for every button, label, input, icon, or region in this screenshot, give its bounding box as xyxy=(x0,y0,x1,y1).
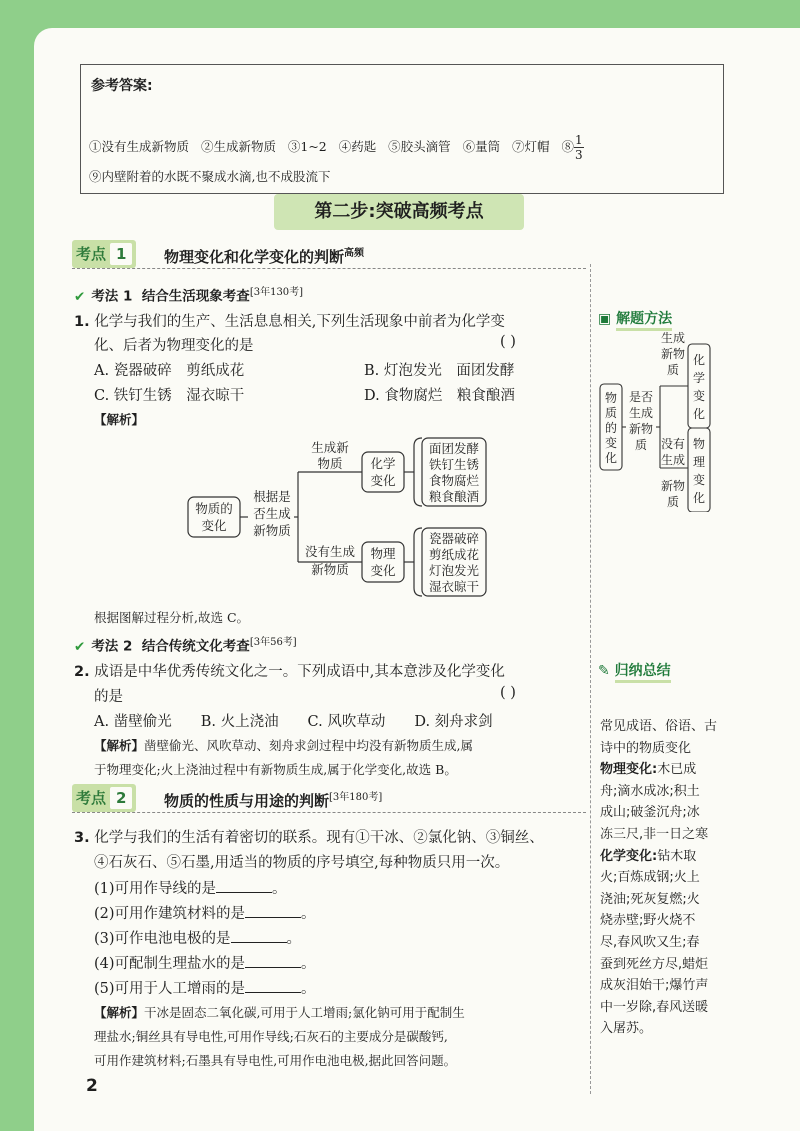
side-chem-char: 变 xyxy=(692,389,706,403)
exam-count: [3年130考] xyxy=(249,287,304,298)
q1-analysis-label: 【解析】 xyxy=(94,412,145,427)
exam-count: [3年180考] xyxy=(329,792,383,803)
side-down-label: 新物 xyxy=(660,479,686,493)
side-phys-char: 理 xyxy=(692,455,706,469)
q2-answer-paren: ( ) xyxy=(500,685,516,701)
side-down-label: 没有 xyxy=(660,437,686,451)
side-root-char: 物 xyxy=(604,391,618,405)
q1-option-a: A. 瓷器破碎 剪纸成花 xyxy=(94,363,245,379)
answer-fraction: $\frac{1}{3}$ xyxy=(574,133,583,162)
section-banner: 第二步:突破高频考点 xyxy=(274,194,524,230)
summary-line: 舟;滴水成冰;积土 xyxy=(600,783,700,799)
diagram-chem-example: 粮食酿酒 xyxy=(428,489,480,504)
side-branch-text: 质 xyxy=(634,438,648,452)
q1-option-c: C. 铁钉生锈 湿衣晾干 xyxy=(94,388,245,404)
answer-blank[interactable] xyxy=(245,905,301,918)
q3-sub-5: (5)可用于人工增雨的是 。 xyxy=(94,981,316,997)
side-phys-char: 变 xyxy=(692,473,706,487)
side-summary-header: ✎ 归纳总结 xyxy=(598,660,671,683)
kaofa-1: ✔ 考法 1 结合生活现象考查[3年130考] xyxy=(74,287,304,305)
side-method-diagram xyxy=(596,328,712,512)
kaodian-1-header xyxy=(72,240,586,269)
diagram-chem-text: 变化 xyxy=(370,473,396,488)
q3-sub-3: (3)可作电池电极的是 。 xyxy=(94,931,302,947)
side-down-label: 生成 xyxy=(660,453,686,467)
summary-line: 成山;破釜沉舟;冰 xyxy=(600,805,700,821)
answer-blank[interactable] xyxy=(231,930,287,943)
summary-line: 化学变化:钻木取 xyxy=(600,848,697,864)
diagram-phys-text: 变化 xyxy=(370,563,396,578)
diagram-root-text: 物质的 xyxy=(195,501,233,516)
column-divider xyxy=(590,264,591,1094)
q3-analysis-3: 可用作建筑材料;石墨具有导电性,可用作电池电极,据此回答问题。 xyxy=(94,1053,457,1068)
kaodian-1-tag: 考点 1 xyxy=(72,240,136,268)
diagram-chem-example: 食物腐烂 xyxy=(428,473,480,488)
kaofa-2: ✔ 考法 2 结合传统文化考查[3年56考] xyxy=(74,637,297,655)
answer-blank[interactable] xyxy=(216,880,272,893)
summary-line: 火;百炼成钢;火上 xyxy=(600,870,700,886)
diagram-up-label: 物质 xyxy=(317,456,343,471)
side-chem-char: 学 xyxy=(692,371,706,385)
q2-analysis-1: 【解析】凿壁偷光、风吹草动、刻舟求剑过程中均没有新物质生成,属 xyxy=(94,738,473,753)
answer-item: ②生成新物质 xyxy=(200,139,276,154)
diagram-root-text: 变化 xyxy=(201,518,227,533)
summary-line: 浇油;死灰复燃;火 xyxy=(600,891,700,907)
book-icon: ▣ xyxy=(598,311,612,327)
diagram-branch-text: 新物质 xyxy=(253,523,291,538)
q3-analysis-2: 理盐水;铜丝具有导电性,可用作导线;石灰石的主要成分是碳酸钙, xyxy=(94,1029,448,1044)
answer-title: 参考答案: xyxy=(91,78,153,94)
side-up-label: 质 xyxy=(666,363,680,377)
summary-line: 中一岁除,春风送暖 xyxy=(600,999,709,1015)
q3-stem-1: 3. 化学与我们的生活有着密切的联系。现有①干冰、②氯化钠、③铜丝、 xyxy=(74,830,544,846)
q1-stem-1: 1. 化学与我们的生产、生活息息相关,下列生活现象中前者为化学变 xyxy=(74,314,505,330)
diagram-chem-example: 铁钉生锈 xyxy=(428,457,480,472)
q3-analysis-1: 【解析】干冰是固态二氧化碳,可用于人工增雨;氯化钠可用于配制生 xyxy=(94,1005,465,1020)
page-number: 2 xyxy=(86,1076,98,1096)
diagram-phys-example: 剪纸成花 xyxy=(428,547,480,562)
answer-item: ⑧ xyxy=(561,139,574,154)
summary-line: 物理变化:木已成 xyxy=(600,762,697,778)
side-phys-char: 化 xyxy=(692,491,706,505)
answer-blank[interactable] xyxy=(245,980,301,993)
summary-line: 蚕到死丝方尽,蜡炬 xyxy=(600,956,709,972)
diagram-phys-example: 湿衣晾干 xyxy=(428,579,480,594)
answer-blank[interactable] xyxy=(245,955,301,968)
q3-sub-1: (1)可用作导线的是 。 xyxy=(94,881,287,897)
summary-line: 入屠苏。 xyxy=(600,1021,653,1037)
q1-stem-2: 化、后者为物理变化的是 xyxy=(94,338,254,354)
side-chem-char: 化 xyxy=(692,353,706,367)
answer-item: ①没有生成新物质 xyxy=(89,139,190,154)
q2-stem-1: 2. 成语是中华优秀传统文化之一。下列成语中,其本意涉及化学变化 xyxy=(74,664,505,680)
side-chem-char: 化 xyxy=(692,407,706,421)
q2-options: A. 凿壁偷光 B. 火上浇油 C. 风吹草动 D. 刻舟求剑 xyxy=(94,714,493,730)
side-summary-text xyxy=(600,716,780,1040)
kaodian-2-tag: 考点 2 xyxy=(72,784,136,812)
q3-sub-4: (4)可配制生理盐水的是 。 xyxy=(94,956,316,972)
frequency-badge: 高频 xyxy=(344,248,365,259)
side-root-char: 质 xyxy=(604,406,618,420)
summary-line: 烧赤壁;野火烧不 xyxy=(600,913,696,929)
kaodian-2-header xyxy=(72,784,586,813)
q1-tree-diagram xyxy=(184,432,494,606)
check-icon: ✔ xyxy=(74,638,86,655)
summary-line: 尽,春风吹又生;春 xyxy=(600,934,700,950)
diagram-phys-text: 物理 xyxy=(370,546,396,561)
answer-box xyxy=(80,64,724,194)
q3-stem-2: ④石灰石、⑤石墨,用适当的物质的序号填空,每种物质只用一次。 xyxy=(94,855,510,871)
exam-count: [3年56考] xyxy=(249,637,297,648)
q1-answer-paren: ( ) xyxy=(500,334,516,350)
diagram-chem-text: 化学 xyxy=(370,456,396,471)
answer-item: ③1~2 xyxy=(287,139,327,154)
answer-item: ⑥量筒 xyxy=(462,139,501,154)
page xyxy=(34,28,800,1131)
diagram-down-label: 没有生成 xyxy=(304,544,356,559)
side-method-header: ▣ 解题方法 xyxy=(598,308,672,331)
side-up-label: 新物 xyxy=(660,347,686,361)
q1-conclusion: 根据图解过程分析,故选 C。 xyxy=(94,610,250,625)
side-down-label: 质 xyxy=(666,495,680,509)
diagram-chem-example: 面团发酵 xyxy=(428,441,480,456)
q2-stem-2: 的是 xyxy=(94,689,123,705)
pencil-icon: ✎ xyxy=(598,663,610,679)
side-root-char: 变 xyxy=(604,436,618,450)
q1-option-d: D. 食物腐烂 粮食酿酒 xyxy=(364,388,515,404)
answer-row-1 xyxy=(89,133,584,162)
q2-analysis-2: 于物理变化;火上浇油过程中有新物质生成,属于化学变化,故选 B。 xyxy=(94,762,457,777)
answer-row-2: ⑨内壁附着的水既不聚成水滴,也不成股流下 xyxy=(89,169,331,184)
kaodian-1-title: 物理变化和化学变化的判断$^{高频}$ xyxy=(164,248,365,266)
side-phys-char: 物 xyxy=(692,437,706,451)
summary-line: 成灰泪始干;爆竹声 xyxy=(600,978,709,994)
diagram-branch-text: 根据是 xyxy=(253,489,291,504)
diagram-up-label: 生成新 xyxy=(311,440,349,455)
answer-item: ④药匙 xyxy=(338,139,377,154)
diagram-branch-text: 否生成 xyxy=(253,506,291,521)
summary-line: 常见成语、俗语、古 xyxy=(600,719,718,734)
side-root-char: 化 xyxy=(604,451,618,465)
diagram-phys-example: 灯泡发光 xyxy=(428,563,480,578)
diagram-phys-example: 瓷器破碎 xyxy=(428,531,480,546)
answer-item: ⑤胶头滴管 xyxy=(388,139,451,154)
side-branch-text: 生成 xyxy=(628,406,654,420)
diagram-down-label: 新物质 xyxy=(311,562,349,577)
summary-line: 诗中的物质变化 xyxy=(600,740,692,756)
q3-sub-2: (2)可用作建筑材料的是 。 xyxy=(94,906,316,922)
side-branch-text: 新物 xyxy=(628,422,654,436)
kaodian-2-title: 物质的性质与用途的判断[3年180考] xyxy=(164,792,383,810)
answer-item: ⑦灯帽 xyxy=(512,139,550,154)
side-up-label: 生成 xyxy=(660,331,686,345)
check-icon: ✔ xyxy=(74,288,86,305)
q1-option-b: B. 灯泡发光 面团发酵 xyxy=(364,363,515,379)
side-branch-text: 是否 xyxy=(628,390,654,404)
summary-line: 冻三尺,非一日之寒 xyxy=(600,826,709,842)
side-root-char: 的 xyxy=(604,421,618,435)
